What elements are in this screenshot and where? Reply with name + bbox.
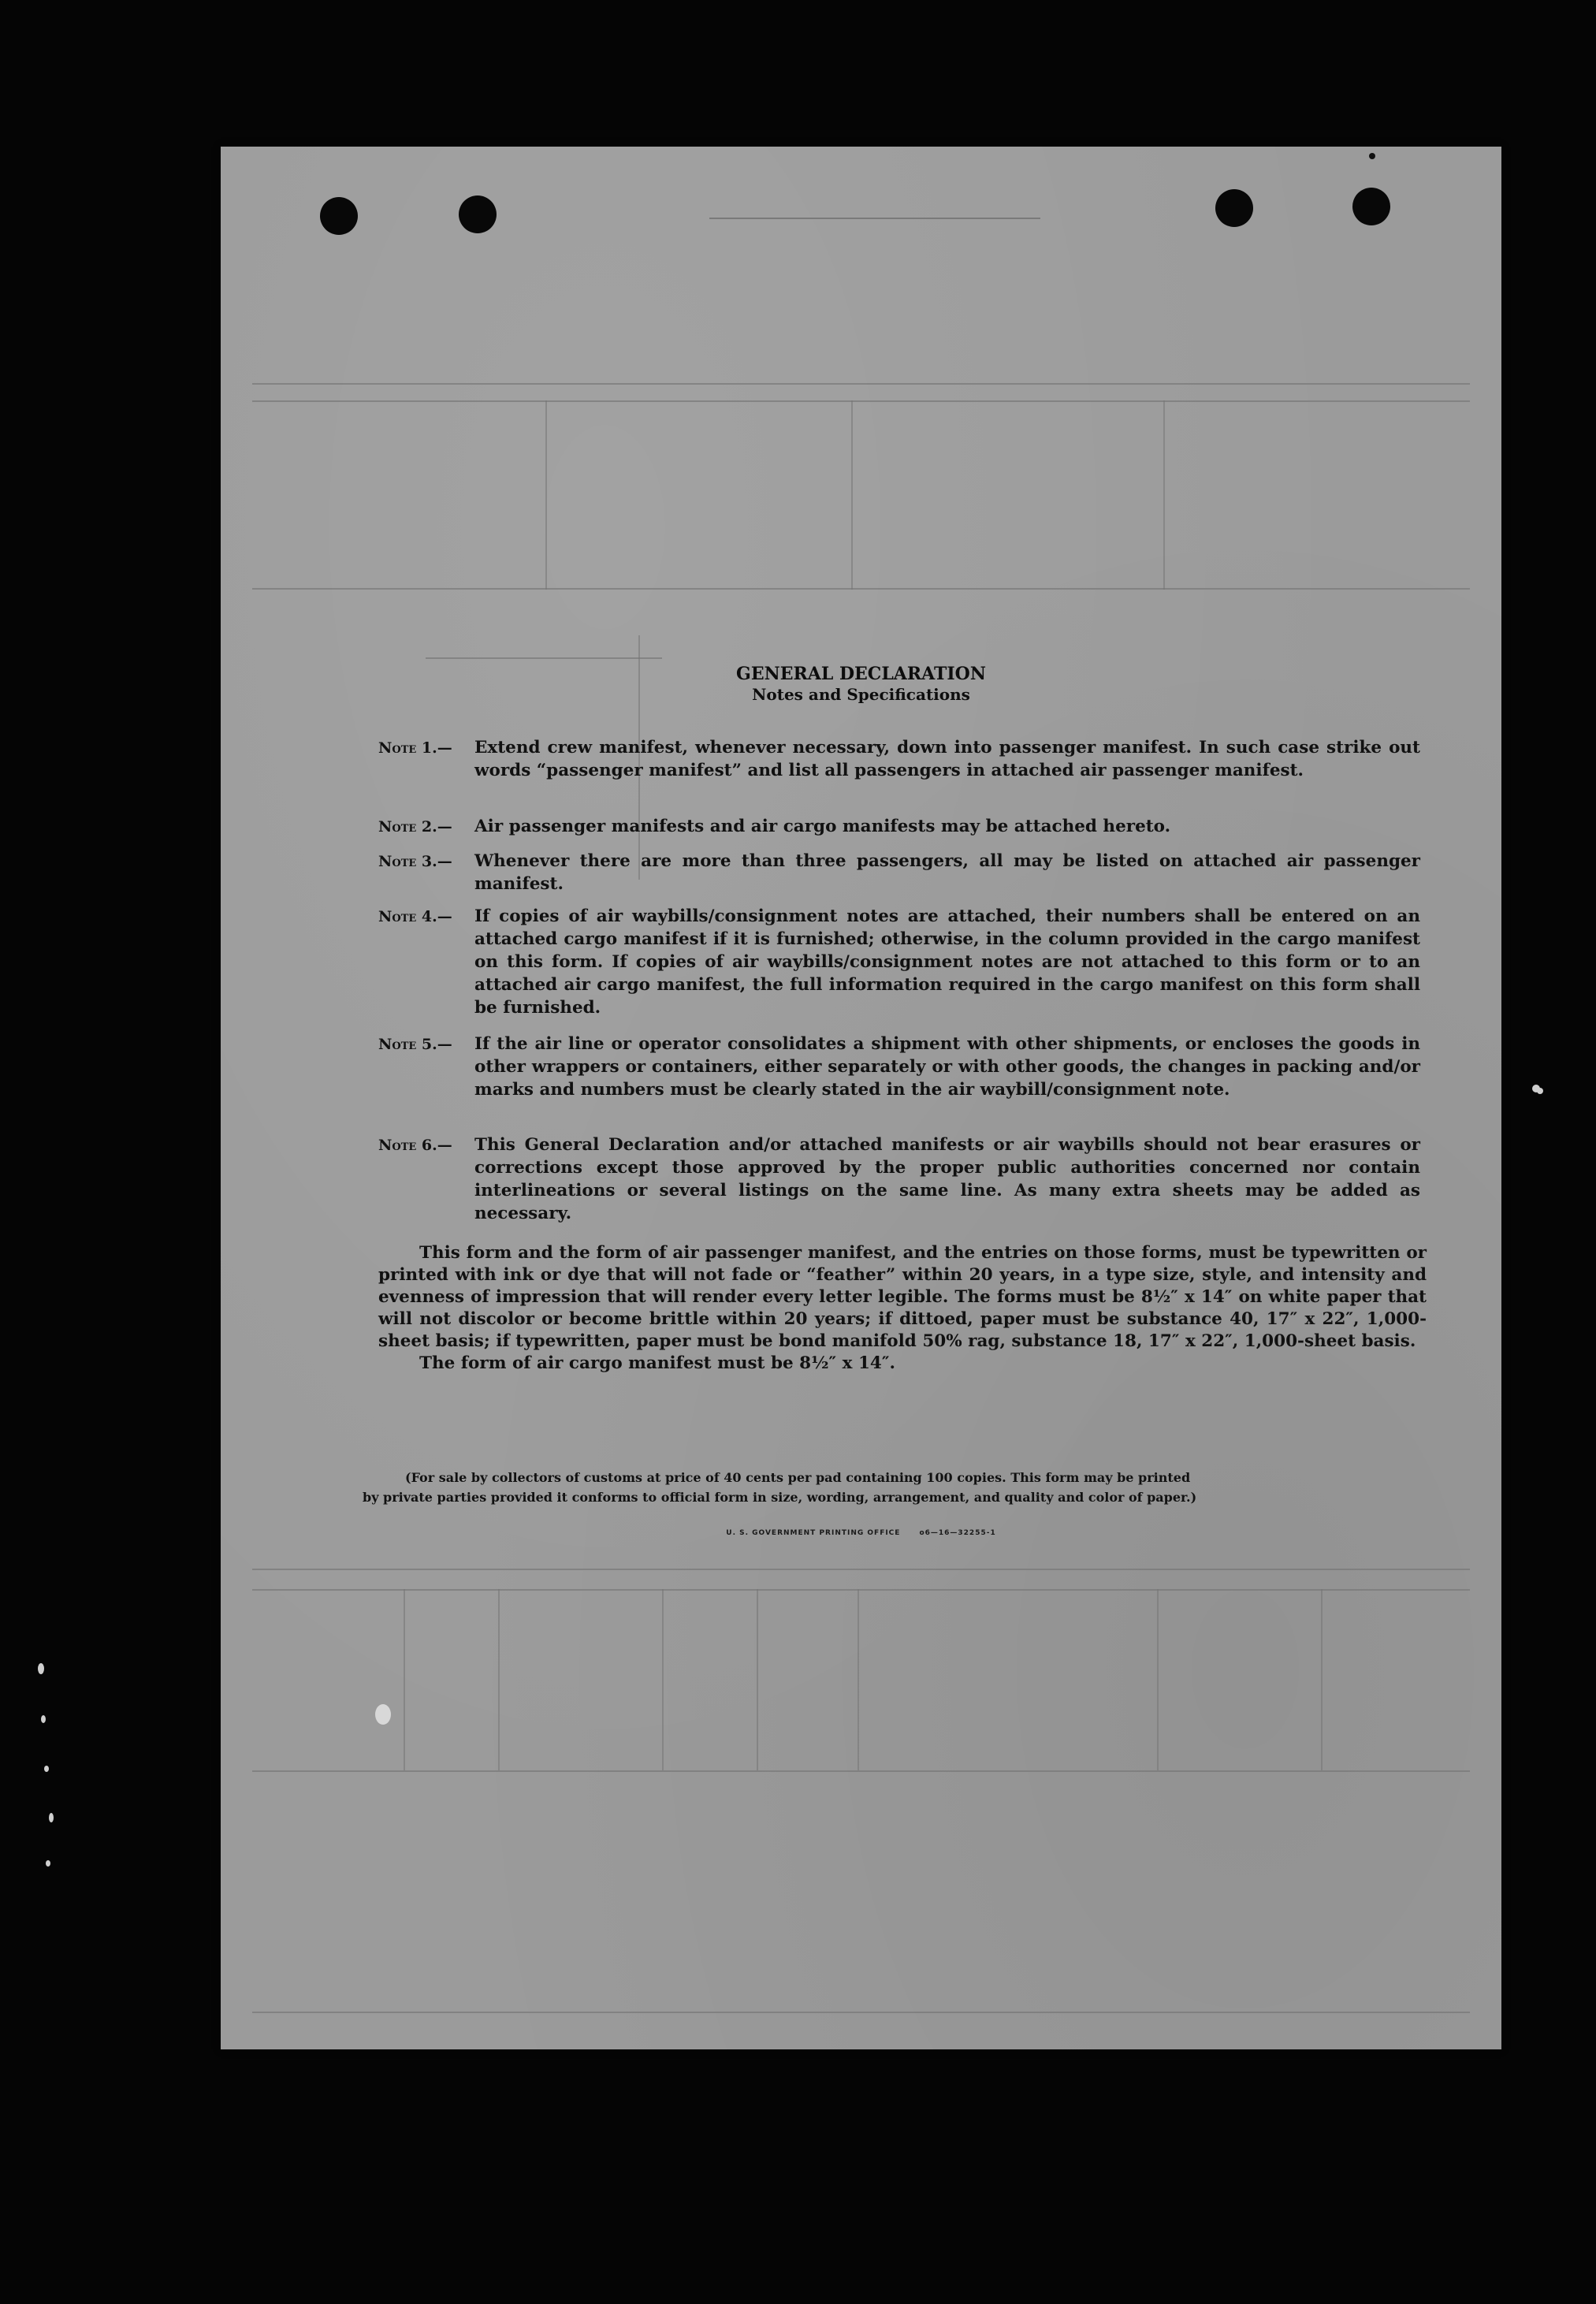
note-text: Whenever there are more than three passengers, all may be listed on attached air passenger manifest. — [474, 851, 1420, 894]
background-speck — [41, 1715, 46, 1723]
reverse-side-rule — [252, 1569, 1470, 1570]
punch-hole — [1215, 189, 1253, 227]
background-speck — [38, 1663, 44, 1674]
note-6 — [378, 1133, 1427, 1225]
reverse-side-rule — [1157, 1589, 1159, 1770]
note-label: Note 5.— — [378, 1036, 452, 1053]
note-text: If copies of air waybills/consignment notes are attached, their numbers shall be entered on an attached cargo manifest if it is furnished; otherwise, in the column provided in the cargo manifest on this form. If copies of air waybills/consignment notes are not attached to this form or to an attached air cargo manifest, the full information required in the cargo manifest on this form shall be furnished. — [474, 906, 1420, 1018]
note-4 — [378, 905, 1427, 1019]
note-label: Note 4.— — [378, 908, 452, 925]
printer-name: U. S. GOVERNMENT PRINTING OFFICE — [726, 1529, 901, 1537]
note-2 — [378, 815, 1427, 839]
sale-note — [363, 1468, 1387, 1507]
note-label: Note 2.— — [378, 818, 452, 836]
paper-speck — [1369, 153, 1375, 159]
punch-hole — [1352, 188, 1390, 225]
background-speck — [46, 1860, 50, 1867]
note-text: This General Declaration and/or attached manifests or air waybills should not bear erasures or corrections except those approved by the proper public authorities concerned nor contain interlineations or several listings on the same line. As many extra sheets may be added as necessary. — [474, 1135, 1420, 1223]
reverse-side-rule — [252, 2012, 1470, 2013]
document-page — [221, 147, 1501, 2049]
reverse-side-rule — [545, 400, 547, 590]
note-label: Note 3.— — [378, 853, 452, 870]
background-speck — [49, 1813, 54, 1822]
reverse-side-text — [709, 205, 1040, 219]
note-3 — [378, 850, 1427, 895]
note-text: If the air line or operator consolidates a shipment with other shipments, or encloses the goods in other wrappers or containers, either separately or with other goods, the changes in packing and/or marks and numbers must be clearly stated in the air waybill/consignment note. — [474, 1034, 1420, 1100]
note-label: Note 1.— — [378, 739, 452, 757]
reverse-side-rule — [252, 1770, 1470, 1772]
reverse-side-rule — [404, 1589, 405, 1770]
form-specification-paragraph — [378, 1242, 1427, 1375]
reverse-side-rule — [858, 1589, 859, 1770]
reverse-side-rule — [498, 1589, 500, 1770]
specification-text: This form and the form of air passenger manifest, and the entries on those forms, must be typewritten or printed with ink or dye that will not fade or “feather” within 20 years, in a type size, style, and intensity and evenness of impression that will render every letter legible. The forms must be 8½″ x 14″ on white paper that will not discolor or become brittle within 20 years; if dittoed, paper must be substance 40, 17″ x 22″, 1,000-sheet basis; if typewritten, paper must be bond manifold 50% rag, substance 18, 17″ x 22″, 1,000-sheet basis. — [378, 1243, 1427, 1351]
note-1 — [378, 736, 1427, 782]
note-text: Extend crew manifest, whenever necessary, down into passenger manifest. In such case strike out words “passenger manifest” and list all passengers in attached air passenger manifest. — [474, 738, 1420, 780]
sale-note-line: by private parties provided it conforms to official form in size, wording, arrangement, and quality and color of paper.) — [363, 1490, 1197, 1505]
cargo-manifest-size-text: The form of air cargo manifest must be 8½″ x 14″. — [419, 1353, 895, 1373]
punch-hole — [459, 195, 497, 233]
page-title: GENERAL DECLARATION — [736, 664, 986, 684]
reverse-side-rule — [252, 1589, 1470, 1591]
reverse-side-rule — [252, 588, 1470, 590]
reverse-side-rule — [662, 1589, 664, 1770]
reverse-side-rule — [426, 657, 662, 659]
punch-hole — [320, 197, 358, 235]
sale-note-line: (For sale by collectors of customs at price of 40 cents per pad containing 100 copies. This form may be printed — [405, 1470, 1191, 1485]
page-subtitle: Notes and Specifications — [752, 685, 970, 704]
paper-speck — [375, 1704, 391, 1725]
reverse-side-rule — [1163, 400, 1165, 590]
background-speck — [44, 1766, 49, 1772]
background-speck — [1537, 1088, 1543, 1094]
reverse-side-rule — [757, 1589, 758, 1770]
note-label: Note 6.— — [378, 1137, 452, 1154]
reverse-side-rule — [1321, 1589, 1323, 1770]
printer-code: o6—16—32255-1 — [919, 1529, 996, 1537]
reverse-side-rule — [252, 383, 1470, 385]
note-5 — [378, 1033, 1427, 1101]
printing-office-imprint — [221, 1529, 1501, 1537]
note-text: Air passenger manifests and air cargo manifests may be attached hereto. — [474, 817, 1171, 836]
reverse-side-rule — [851, 400, 853, 590]
reverse-side-rule — [252, 400, 1470, 402]
